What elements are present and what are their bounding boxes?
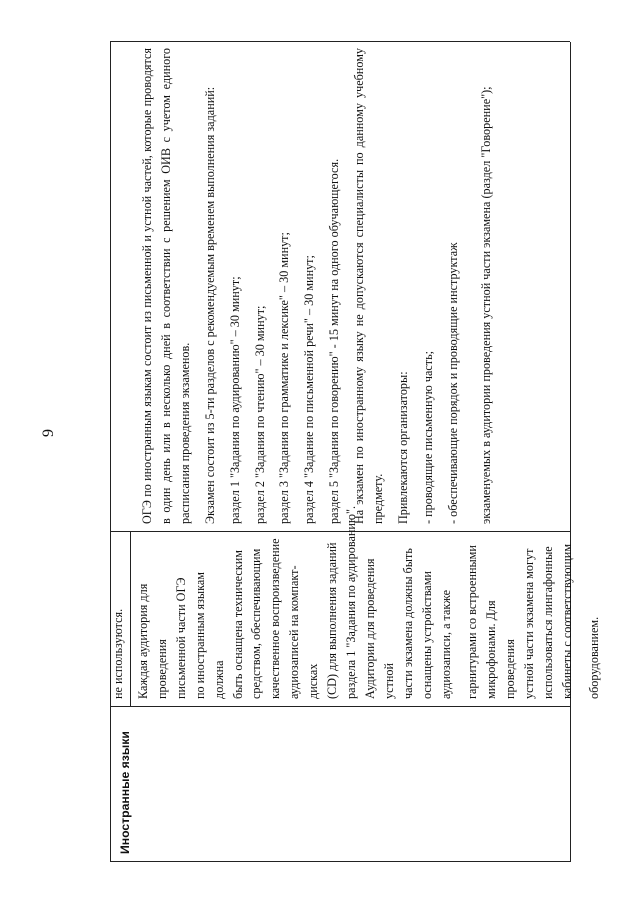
equipment-line: (CD) для выполнения заданий bbox=[325, 542, 340, 699]
equipment-line: оборудованием. bbox=[586, 616, 601, 699]
equipment-line: аудиозаписей на компакт-дисках bbox=[287, 565, 321, 699]
equipment-line: кабинеты с соответствующим bbox=[559, 543, 574, 699]
section-item: раздел 4 "Задание по письменной речи" – 30 минут; bbox=[302, 255, 317, 524]
equipment-line: оснащены устройствами bbox=[419, 571, 434, 699]
equipment-line: гарнитурами со встроенными bbox=[465, 545, 480, 699]
equipment-line: микрофонами. Для проведения bbox=[484, 600, 518, 699]
equipment-line: по иностранным языкам должна bbox=[192, 572, 226, 699]
section-item: раздел 2 "Задания по чтению" – 30 минут; bbox=[252, 305, 267, 524]
exam-intro: ОГЭ по иностранным языкам состоит из письменной и устной частей, которые проводятся в один день или в несколько дней в соответствии с решением ОИВ с учетом единого расписания проведения экзаменов. bbox=[140, 48, 192, 524]
previous-row-text: не используются. bbox=[111, 608, 125, 699]
sections-intro: Экзамен состоит из 5-ти разделов с рекомендуемым временем выполнения заданий: bbox=[202, 86, 217, 524]
rotated-page-content bbox=[110, 42, 601, 862]
equipment-line: аудиозаписи, а также bbox=[438, 590, 453, 699]
equipment-line: устной части экзамена могут bbox=[522, 548, 537, 699]
equipment-line: раздела 1 "Задания по аудированию". bbox=[343, 505, 358, 699]
section-item: раздел 5 "Задания по говорению" - 15 минут на одного обучающегося. bbox=[327, 158, 342, 524]
section-item: раздел 1 "Задания по аудированию" – 30 минут; bbox=[227, 276, 242, 524]
equipment-line: средством, обеспечивающим bbox=[249, 548, 264, 699]
specialists-note: На экзамен по иностранному языку не допускаются специалисты по данному учебному предмету. bbox=[352, 48, 386, 524]
section-item: раздел 3 "Задания по грамматике и лексике" – 30 минут; bbox=[277, 232, 292, 524]
equipment-line: использоваться лингафонные bbox=[541, 546, 556, 699]
equipment-line: части экзамена должны быть bbox=[400, 548, 415, 699]
requirements-table bbox=[110, 42, 601, 862]
page-number: 9 bbox=[40, 429, 57, 437]
equipment-line: письменной части ОГЭ bbox=[173, 577, 188, 699]
exam-description-cell bbox=[110, 42, 570, 532]
organizer-item: - обеспечивающие порядок и проводящие инструктаж bbox=[445, 242, 460, 524]
equipment-line: Аудитории для проведения устной bbox=[362, 558, 396, 699]
subject-name: Иностранные языки bbox=[118, 731, 132, 854]
organizer-item: - проводящие письменную часть; bbox=[420, 350, 435, 524]
equipment-line: Каждая аудитория для проведения bbox=[136, 583, 169, 699]
equipment-line: качественное воспроизведение bbox=[268, 538, 283, 699]
table-border-bottom bbox=[570, 42, 571, 862]
organizer-item: экзаменуемых в аудитории проведения устной части экзамена (раздел "Говорение"); bbox=[478, 86, 493, 524]
equipment-cell bbox=[110, 505, 601, 707]
organizers-intro: Привлекаются организаторы: bbox=[395, 371, 410, 524]
subject-cell bbox=[110, 707, 570, 862]
equipment-line: быть оснащена техническим bbox=[230, 550, 245, 699]
